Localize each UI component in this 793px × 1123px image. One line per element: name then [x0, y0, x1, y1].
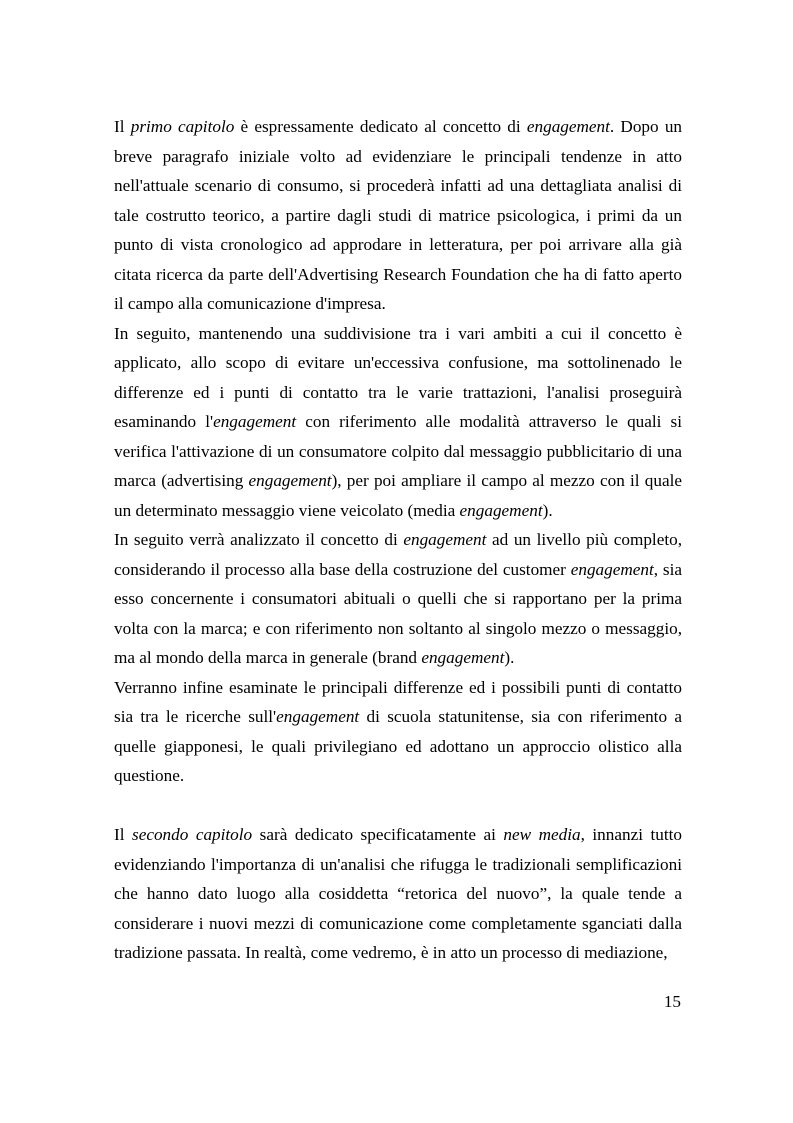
text-run: In seguito verrà analizzato il concetto di	[114, 530, 404, 549]
paragraph-secondo-capitolo	[114, 820, 682, 968]
italic-text-run: engagement	[570, 559, 654, 579]
text-run: Il	[114, 825, 132, 844]
text-run: Verranno infine esaminate le principali differenze ed i possibili punti di contatto sia tra le ricerche sull'	[114, 677, 682, 726]
text-run: . Dopo un breve paragrafo iniziale volto ad evidenziare le principali tendenze in atto nell'attuale scenario di consumo, si procederà infatti ad una dettagliata analisi di tale costrutto teorico, a partire dagli studi di matrice psicologica, i primi da un punto di vista cronologico ad approdare in letteratura, per poi arrivare alla già citata ricerca da parte dell'Advertising Research Foundation che ha di fatto aperto il campo alla comunicazione d'impresa.	[114, 117, 683, 313]
italic-text-run: engagement	[276, 707, 360, 726]
text-run: ), per poi ampliare il campo al mezzo con il quale un determinato messaggio viene veicolato (media	[114, 471, 682, 520]
italic-text-run: engagement	[421, 648, 505, 667]
text-run: ).	[542, 500, 553, 520]
italic-text-run: engagement	[248, 471, 332, 490]
italic-text-run: primo capitolo	[130, 117, 235, 136]
italic-text-run: engagement	[526, 117, 610, 136]
italic-text-run: new media	[503, 825, 581, 844]
paragraph-spacer	[114, 791, 682, 821]
text-run: ad un livello più completo, considerando il processo alla base della costruzione del customer	[114, 530, 682, 579]
text-run: , innanzi tutto evidenziando l'importanza di un'analisi che rifugga le tradizionali semplificazioni che hanno dato luogo alla cosiddetta “retorica del nuovo”, la quale tende a considerare i nuovi mezzi di comunicazione come completamente sganciati dalla tradizione passata. In realtà, come vedremo, è in atto un processo di mediazione,	[114, 825, 682, 962]
italic-text-run: engagement	[213, 412, 297, 431]
paragraph-in-seguito-1	[114, 319, 682, 526]
page-number: 15	[663, 992, 681, 1011]
body-text	[114, 112, 682, 968]
italic-text-run: engagement	[459, 500, 543, 520]
text-run: con riferimento alle modalità attraverso le quali si verifica l'attivazione di un consumatore colpito dal messaggio pubblicitario di una marca (advertising	[114, 412, 682, 490]
text-run: di scuola statunitense, sia con riferimento a quelle giapponesi, le quali privilegiano ed adottano un approccio olistico alla questione.	[114, 707, 682, 785]
italic-text-run: secondo capitolo	[132, 825, 253, 844]
text-run: , sia esso concernente i consumatori abituali o quelli che si rapportano per la prima volta con la marca; e con riferimento non soltanto al singolo mezzo o messaggio, ma al mondo della marca in generale (brand	[114, 559, 682, 667]
paragraph-primo-capitolo	[114, 112, 682, 319]
italic-text-run: engagement	[403, 530, 487, 549]
text-run: ).	[504, 648, 515, 667]
text-run: sarà dedicato specificatamente ai	[252, 825, 504, 844]
paragraph-verranno	[114, 673, 682, 791]
text-run: In seguito, mantenendo una suddivisione tra i vari ambiti a cui il concetto è applicato, allo scopo di evitare un'eccessiva confusione, ma sottolinenado le differenze ed i punti di contatto tra le varie trattazioni, l'analisi proseguirà esaminando l'	[114, 323, 682, 431]
text-run: è espressamente dedicato al concetto di	[234, 117, 527, 136]
text-run: Il	[114, 117, 131, 136]
paragraph-in-seguito-2	[114, 525, 682, 673]
